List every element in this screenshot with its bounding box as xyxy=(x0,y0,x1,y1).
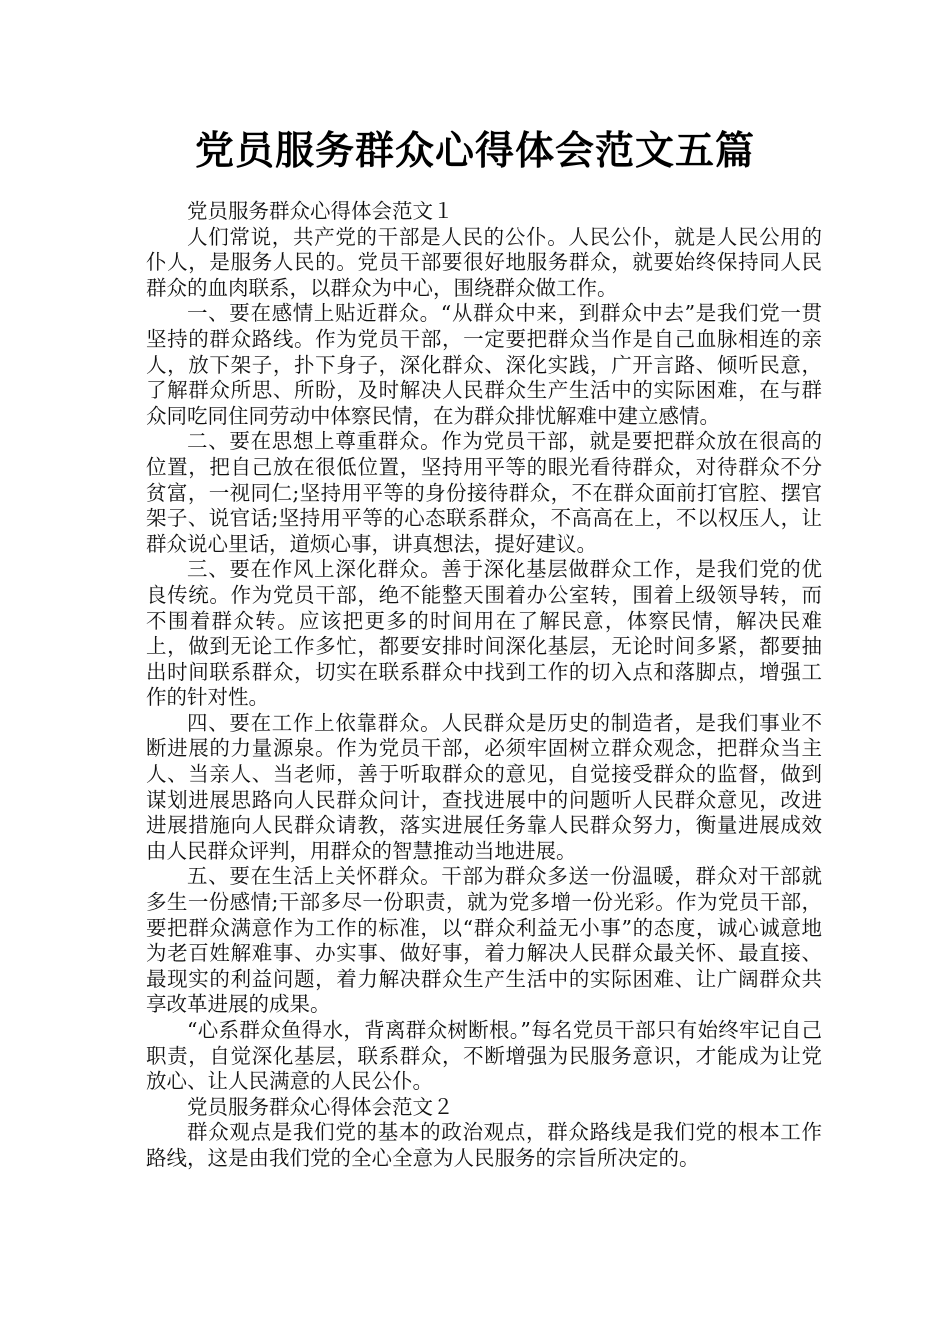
document-title: 党员服务群众心得体会范文五篇 xyxy=(194,129,755,174)
paragraph: 四、要在工作上依靠群众。人民群众是历史的制造者，是我们事业不断进展的力量源泉。作为党员干部，必须牢固树立群众观念，把群众当主人、当亲人、当老师，善于听取群众的意见，自觉接受群众的监督，做到谋划进展思路向人民群众问计，查找进展中的问题听人民群众意见，改进进展措施向人民群众请教，落实进展任务靠人民群众努力，衡量进展成效由人民群众评判，用群众的智慧推动当地进展。 xyxy=(146,710,822,863)
paragraph: “心系群众鱼得水，背离群众树断根。”每名党员干部只有始终牢记自己职责，自觉深化基层，联系群众，不断增强为民服务意识，才能成为让党放心、让人民满意的人民公仆。 xyxy=(146,1018,822,1094)
paragraph: 群众观点是我们党的基本的政治观点，群众路线是我们党的根本工作路线，这是由我们党的全心全意为人民服务的宗旨所决定的。 xyxy=(146,1120,822,1170)
paragraph: 三、要在作风上深化群众。善于深化基层做群众工作，是我们党的优良传统。作为党员干部，绝不能整天围着办公室转，围着上级领导转，而不围着群众转。应该把更多的时间用在了解民意，体察民情，解决民难上，做到无论工作多忙，都要安排时间深化基层，无论时间多紧，都要抽出时间联系群众，切实在联系群众中找到工作的切入点和落脚点，增强工作的针对性。 xyxy=(146,557,822,710)
paragraph: 二、要在思想上尊重群众。作为党员干部，就是要把群众放在很高的位置，把自己放在很低位置，坚持用平等的眼光看待群众，对待群众不分贫富，一视同仁;坚持用平等的身份接待群众，不在群众面前打官腔、摆官架子、说官话;坚持用平等的心态联系群众，不高高在上，不以权压人，让群众说心里话，道烦心事，讲真想法，提好建议。 xyxy=(146,429,822,556)
paragraph: 五、要在生活上关怀群众。干部为群众多送一份温暖，群众对干部就多生一份感情;干部多尽一份职责，就为党多增一份光彩。作为党员干部，要把群众满意作为工作的标准，以“群众利益无小事”的态度，诚心诚意地为老百姓解难事、办实事、做好事，着力解决人民群众最关怀、最直接、最现实的利益问题，着力解决群众生产生活中的实际困难、让广阔群众共享改革进展的成果。 xyxy=(146,864,822,1017)
paragraph: 一、要在感情上贴近群众。“从群众中来，到群众中去”是我们党一贯坚持的群众路线。作为党员干部，一定要把群众当作是自己血脉相连的亲人，放下架子，扑下身子，深化群众、深化实践，广开言路、倾听民意，了解群众所思、所盼，及时解决人民群众生产生活中的实际困难，在与群众同吃同住同劳动中体察民情，在为群众排忧解难中建立感情。 xyxy=(146,301,822,428)
document-body xyxy=(146,199,822,1172)
section-heading-2: 党员服务群众心得体会范文２ xyxy=(187,1094,454,1119)
section-heading-1: 党员服务群众心得体会范文１ xyxy=(187,199,454,223)
paragraph: 人们常说，共产党的干部是人民的公仆。人民公仆，就是人民公用的仆人，是服务人民的。党员干部要很好地服务群众，就要始终保持同人民群众的血肉联系，以群众为中心，围绕群众做工作。 xyxy=(146,224,822,300)
